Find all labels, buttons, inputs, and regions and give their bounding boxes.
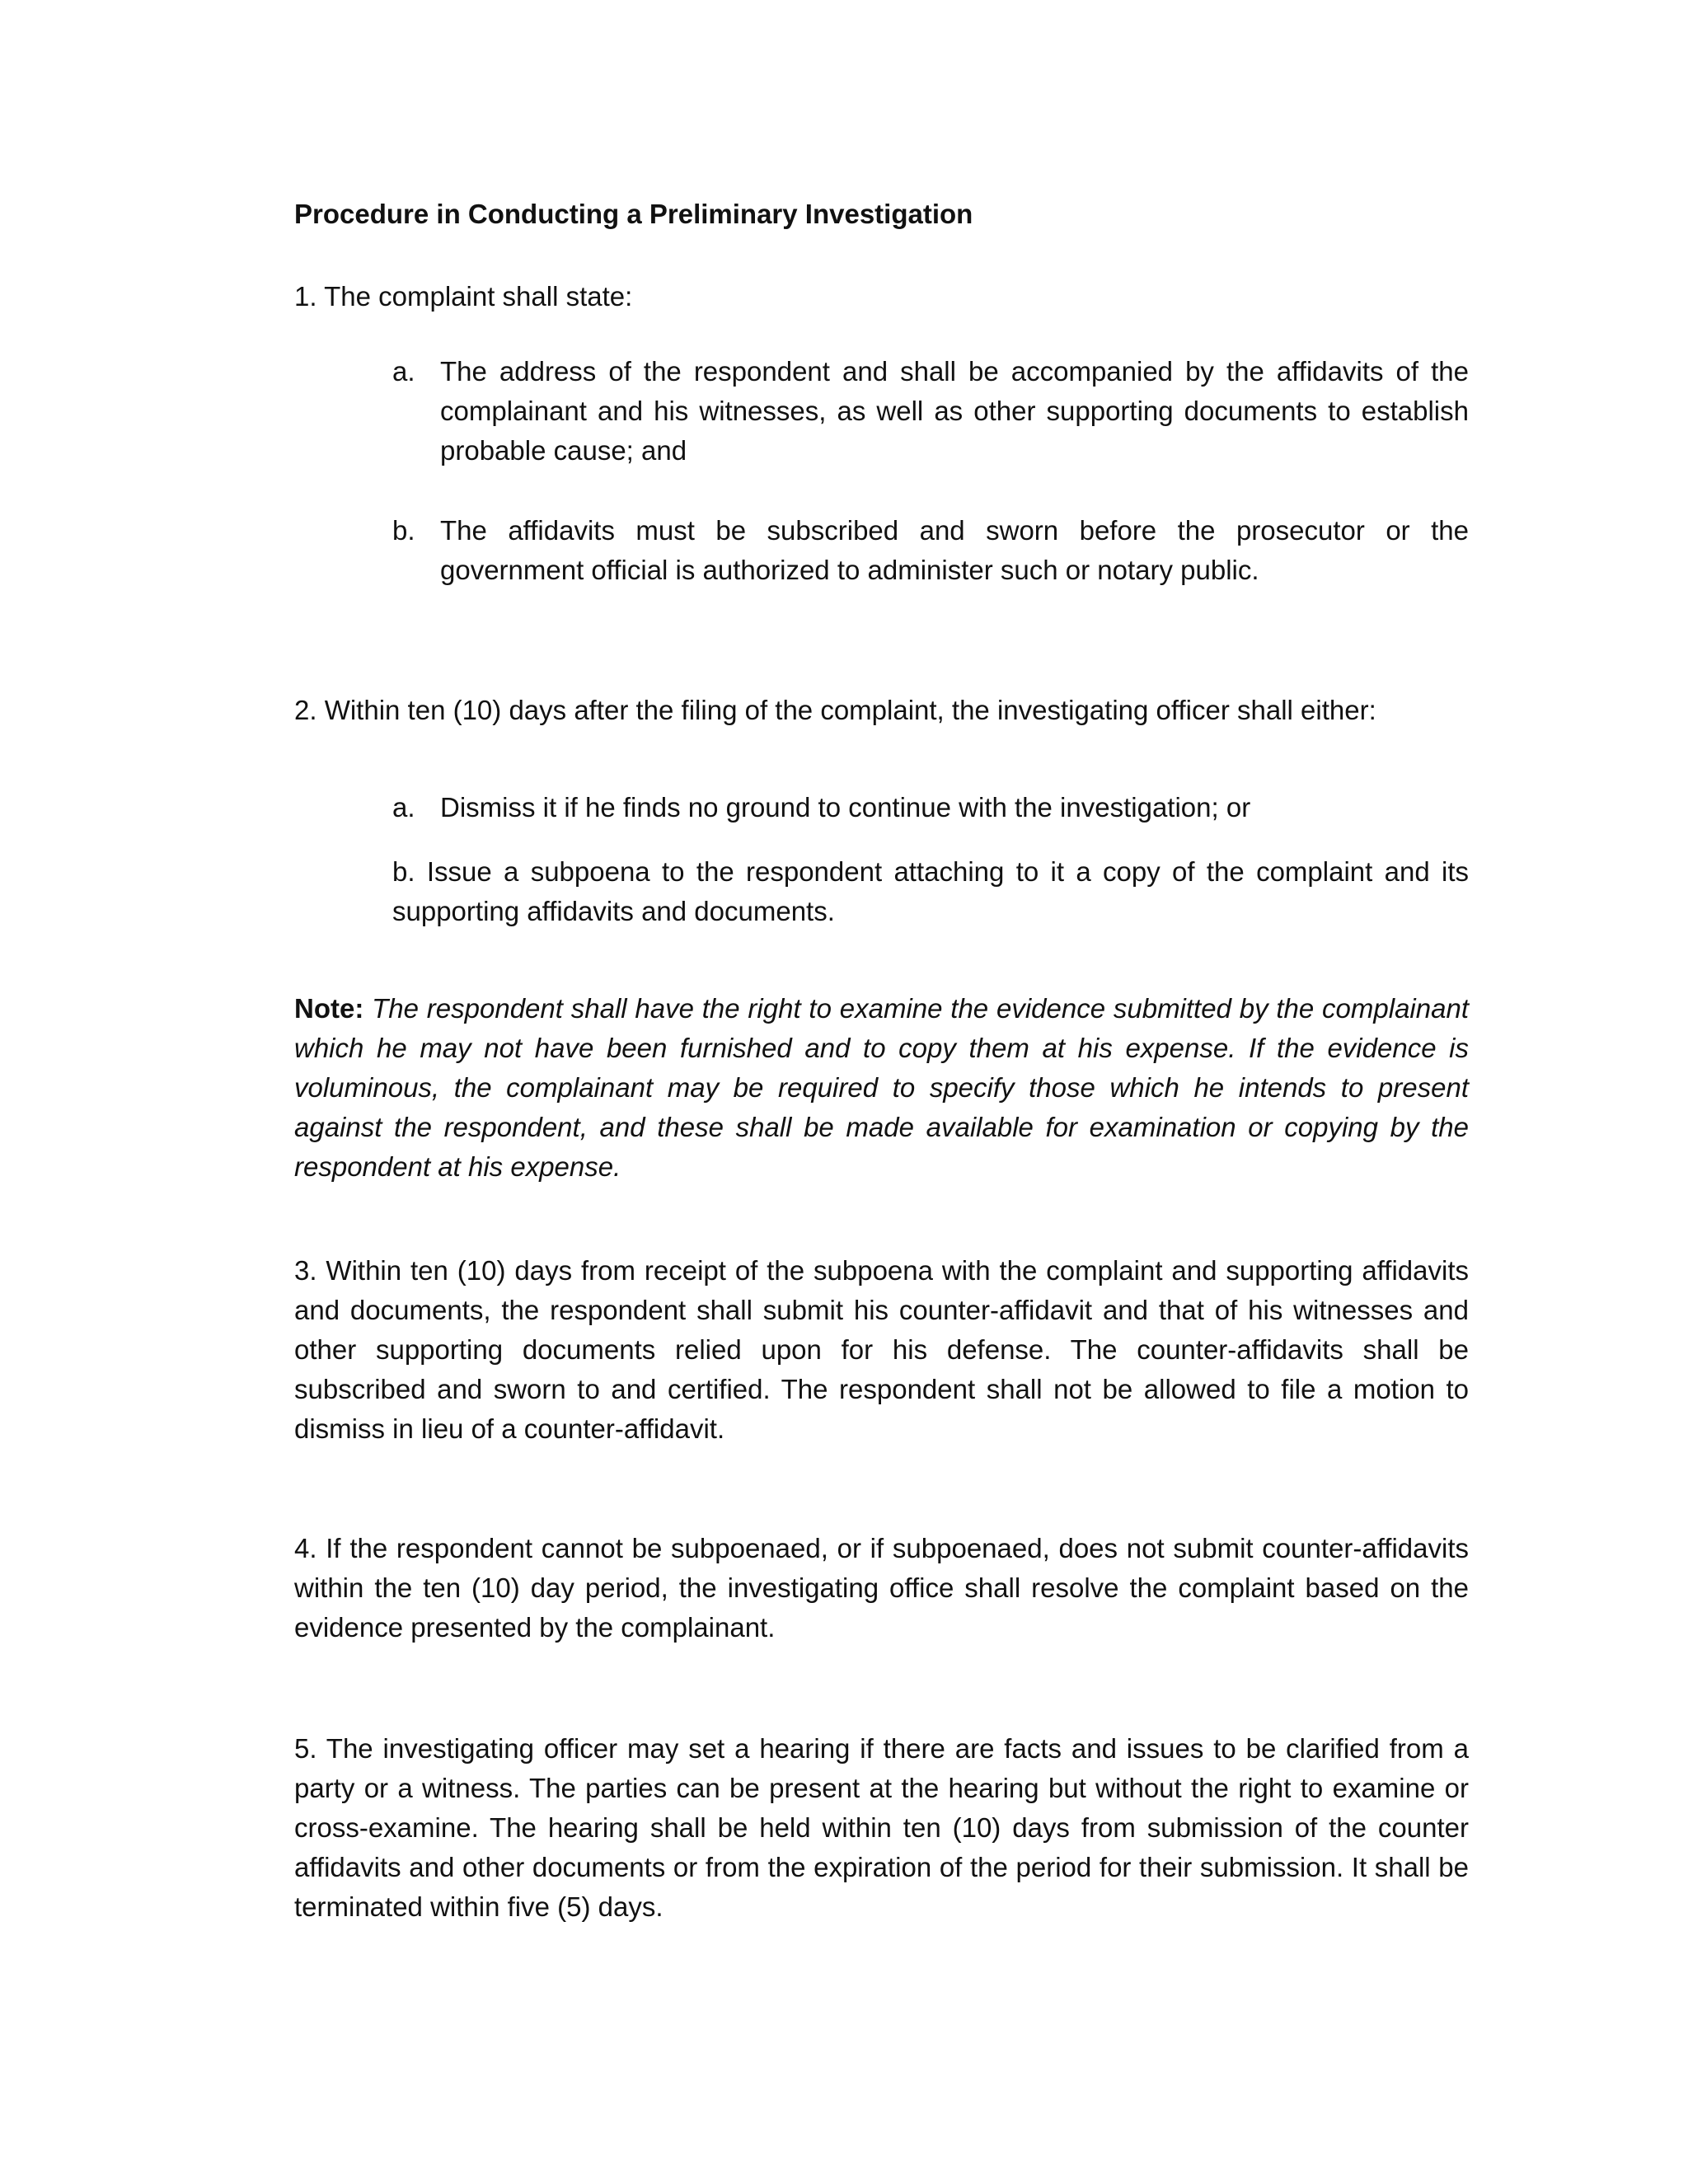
note-text: The respondent shall have the right to examine the evidence submitted by the complainant which he may not have been furnished and to copy them at his expense. If the evidence is voluminous, the complainant may be required to specify those which he intends to present against the respondent, and these shall be made available for examination or copying by the respondent at his expense. xyxy=(294,993,1469,1182)
step-1-item-a xyxy=(392,352,1469,471)
step-4-paragraph: 4. If the respondent cannot be subpoenaed, or if subpoenaed, does not submit counter-affidavits within the ten (10) day period, the investigating office shall resolve the complaint based on the evidence presented by the complainant. xyxy=(294,1533,1469,1643)
step-2-item-b: b. Issue a subpoena to the respondent attaching to it a copy of the complaint and its supporting affidavits and documents. xyxy=(392,856,1469,926)
step-3-paragraph: 3. Within ten (10) days from receipt of the subpoena with the complaint and supporting affidavits and documents, the respondent shall submit his counter-affidavit and that of his witnesses and other supporting documents relied upon for his defense. The counter-affidavits shall be subscribed and sworn to and certified. The respondent shall not be allowed to file a motion to dismiss in lieu of a counter-affidavit. xyxy=(294,1255,1469,1444)
step-2-heading: 2. Within ten (10) days after the filing of the complaint, the investigating officer shall either: xyxy=(294,695,1376,725)
list-marker: b. xyxy=(392,515,415,546)
note-label: Note: xyxy=(294,993,364,1024)
list-marker: a. xyxy=(392,356,415,387)
list-marker: a. xyxy=(392,792,415,823)
list-item-text: The address of the respondent and shall be accompanied by the affidavits of the complainant and his witnesses, as well as other supporting documents to establish probable cause; and xyxy=(440,356,1469,466)
list-item-text: The affidavits must be subscribed and sworn before the prosecutor or the government official is authorized to administer such or notary public. xyxy=(440,515,1469,585)
step-2-item-a xyxy=(392,788,1469,827)
note-paragraph xyxy=(294,989,1469,1187)
document-title: Procedure in Conducting a Preliminary Investigation xyxy=(294,199,973,229)
step-5-paragraph: 5. The investigating officer may set a hearing if there are facts and issues to be clarified from a party or a witness. The parties can be present at the hearing but without the right to examine or cross-examine. The hearing shall be held within ten (10) days from submission of the counter affidavits and other documents or from the expiration of the period for their submission. It shall be terminated within five (5) days. xyxy=(294,1733,1469,1922)
step-1-item-b xyxy=(392,511,1469,590)
list-item-text: Dismiss it if he finds no ground to continue with the investigation; or xyxy=(440,792,1251,823)
step-1-heading: 1. The complaint shall state: xyxy=(294,281,633,312)
